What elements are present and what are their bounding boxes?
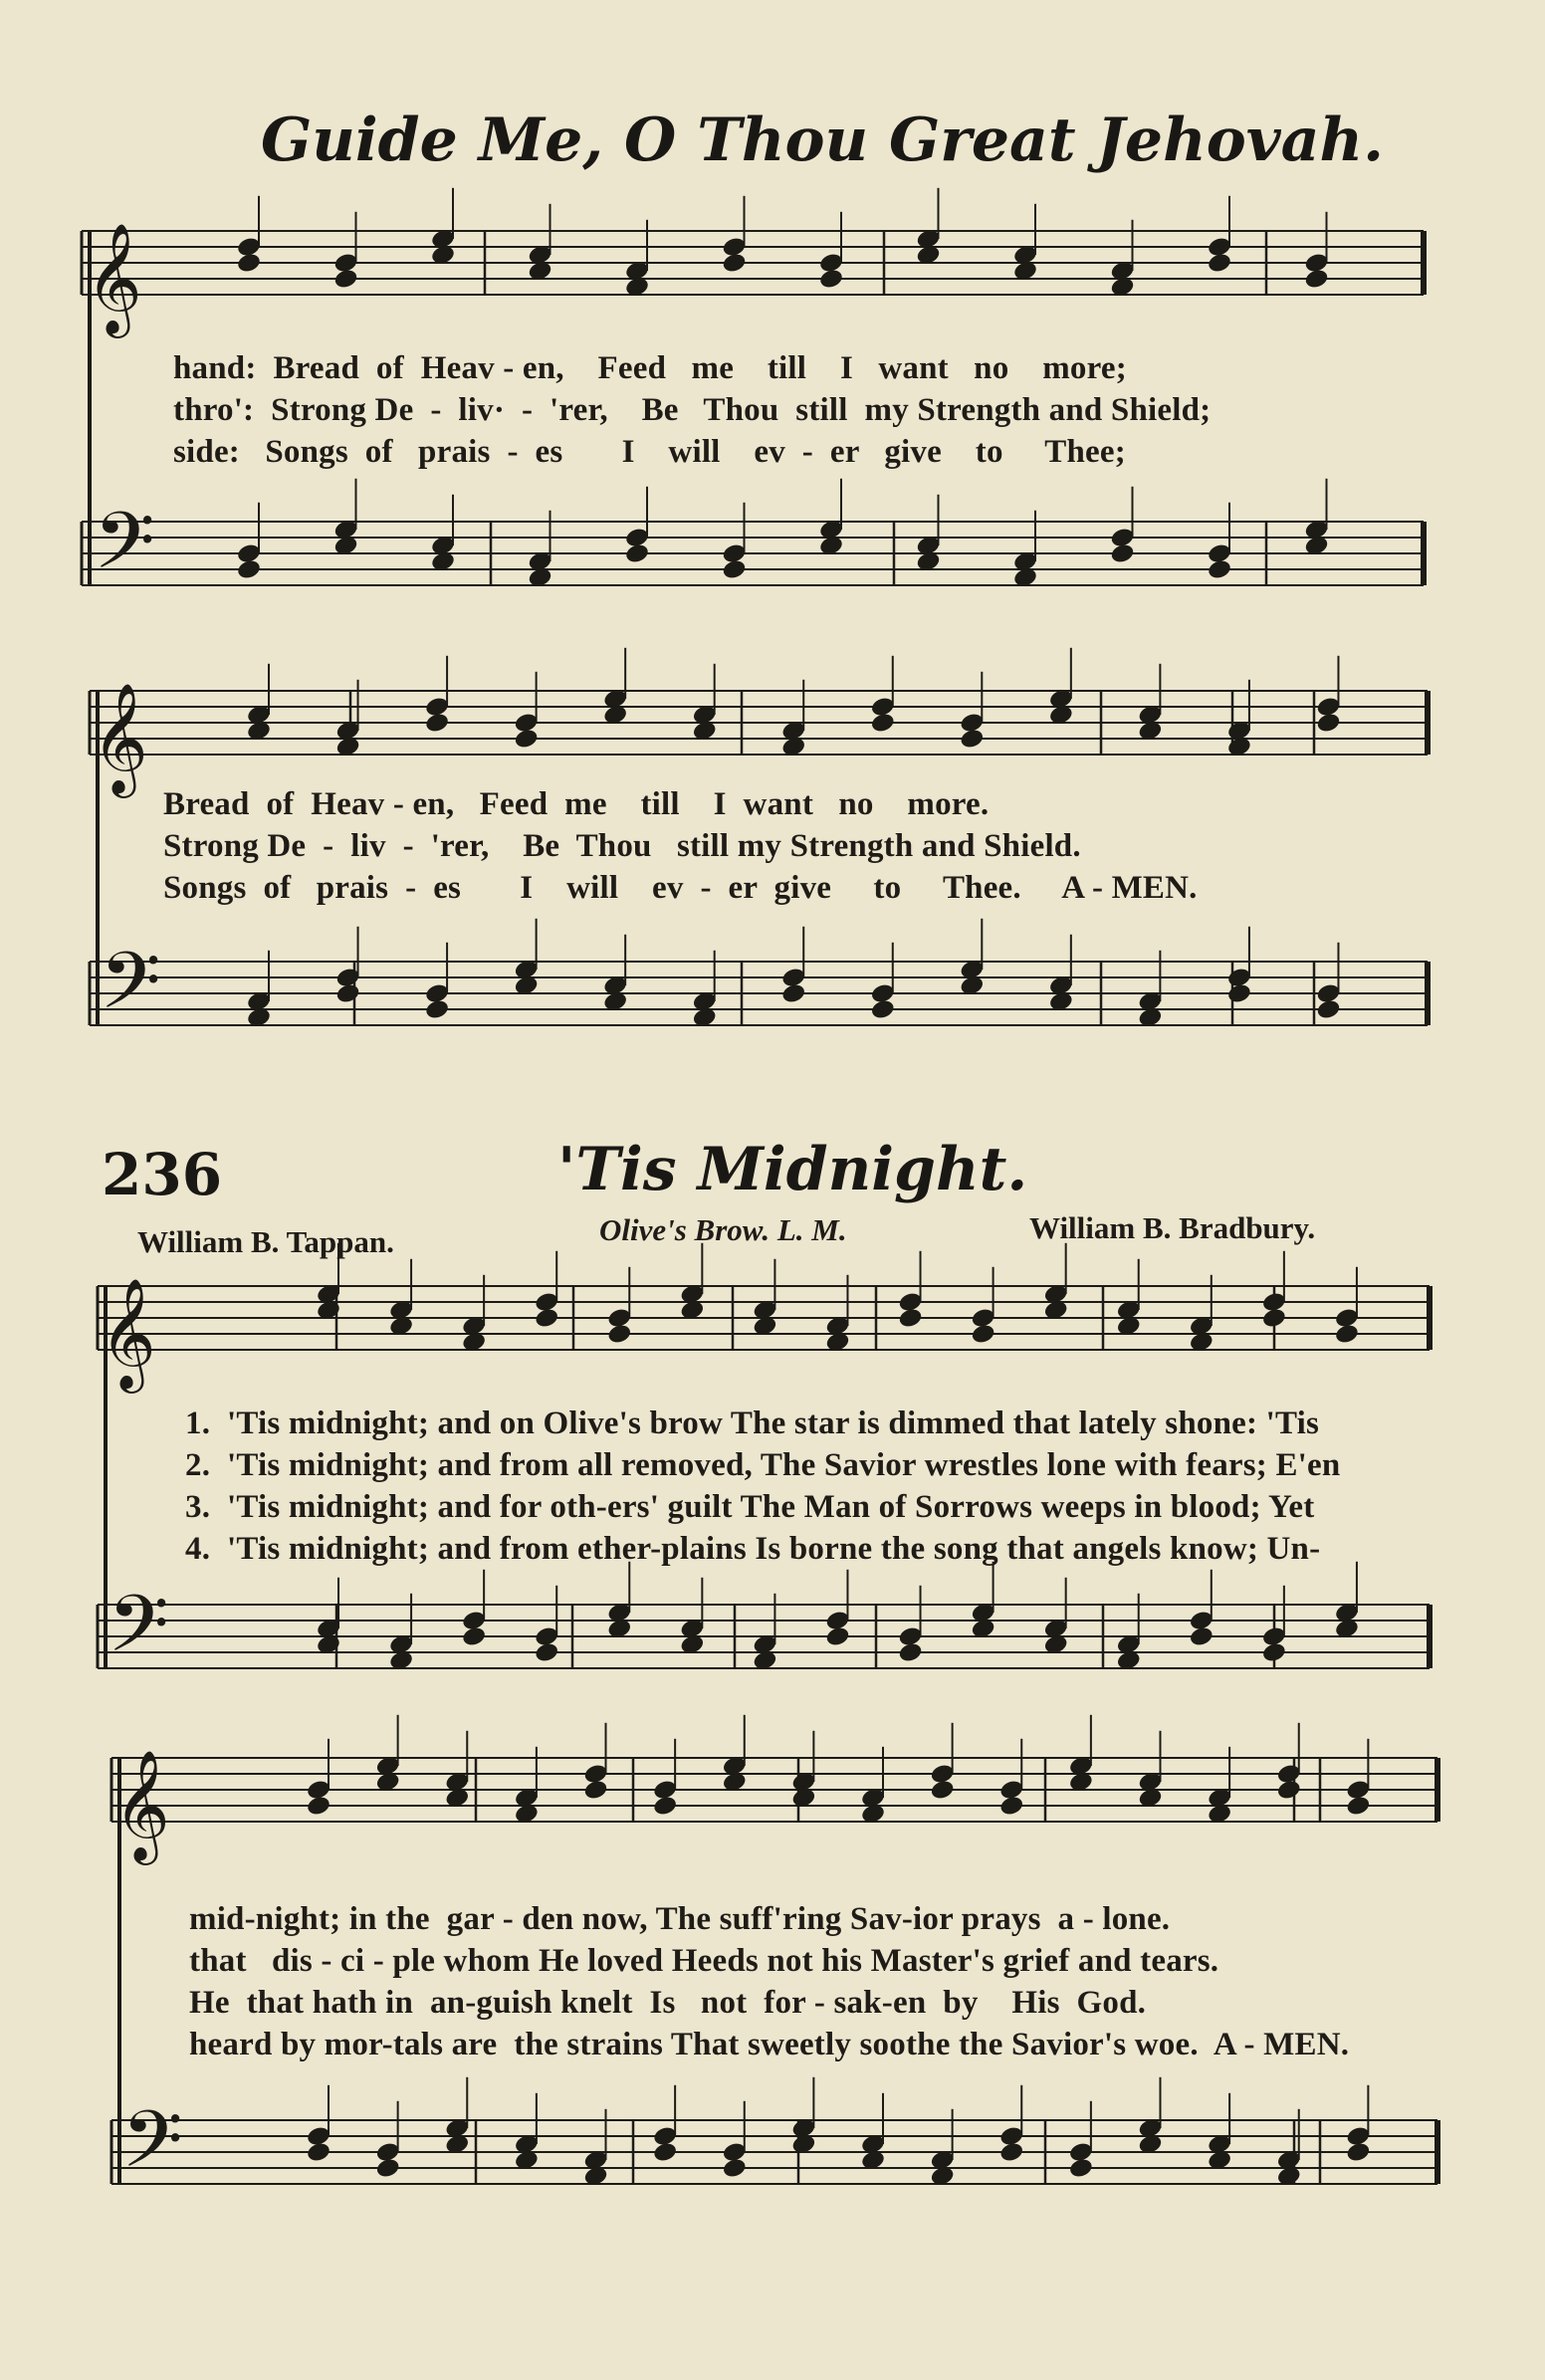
composer-credit: William B. Bradbury. <box>1029 1210 1316 1245</box>
note-head <box>1276 1779 1302 1802</box>
note-head <box>998 1795 1024 1818</box>
lyric-verse-2: 2. 'Tis midnight; and from all removed, The Savior wrestles lone with fears; E'en <box>185 1447 1341 1483</box>
treble-clef: 𝄞 <box>86 222 142 333</box>
lyric-line: heard by mor-tals are the strains That sweetly soothe the Savior's woe. A - MEN. <box>189 2027 1350 2062</box>
note-head <box>1345 1795 1371 1818</box>
lyric-line: mid-night; in the gar - den now, The suff'ring Sav-ior prays a - lone. <box>189 1901 1171 1937</box>
note-head <box>1189 1625 1214 1648</box>
note-head <box>514 728 540 751</box>
note-head <box>1315 998 1341 1021</box>
note-head <box>721 558 747 581</box>
lyric-verse-3: 3. 'Tis midnight; and for oth-ers' guilt The Man of Sorrows weeps in blood; Yet <box>185 1489 1315 1525</box>
note-head <box>1303 268 1329 291</box>
note-head <box>424 712 450 735</box>
note-head <box>534 1307 559 1330</box>
note-head <box>1261 1307 1287 1330</box>
note-head <box>870 712 896 735</box>
note-head <box>1207 558 1232 581</box>
bass-clef: 𝄢 <box>121 2093 183 2205</box>
note-head <box>824 1625 850 1648</box>
tune-name: Olive's Brow. L. M. <box>599 1212 847 1247</box>
note-head <box>818 268 844 291</box>
hymn-title-top: Guide Me, O Thou Great Jehovah. <box>261 106 1384 175</box>
note-head <box>1226 982 1252 1005</box>
note-head <box>306 1795 331 1818</box>
note-head <box>998 2141 1024 2164</box>
note-head <box>1315 712 1341 735</box>
bass-clef: 𝄢 <box>100 935 161 1046</box>
lyric-verse-4: 4. 'Tis midnight; and from ether-plains Is borne the song that angels know; Un- <box>185 1531 1321 1567</box>
note-head <box>236 252 262 275</box>
note-head <box>375 2157 401 2180</box>
note-head <box>1109 542 1135 565</box>
note-head <box>534 1641 559 1664</box>
note-head <box>930 1779 956 1802</box>
treble-clef: 𝄞 <box>92 682 148 793</box>
note-head <box>652 1795 678 1818</box>
lyric-line: hand: Bread of Heav - en, Feed me till I want no more; <box>173 350 1127 386</box>
note-head <box>959 728 985 751</box>
note-head <box>652 2141 678 2164</box>
treble-clef: 𝄞 <box>113 1749 170 1860</box>
note-head <box>721 252 747 275</box>
hymn-title-bottom: 'Tis Midnight. <box>557 1135 1028 1204</box>
note-head <box>870 998 896 1021</box>
note-head <box>1207 252 1232 275</box>
note-head <box>582 1779 608 1802</box>
note-head <box>722 2157 748 2180</box>
hymn-number: 236 <box>102 1141 223 1208</box>
note-head <box>971 1323 996 1346</box>
lyric-line: thro': Strong De - liv· - 'rer, Be Thou still my Strength and Shield; <box>173 392 1212 428</box>
note-head <box>1261 1641 1287 1664</box>
note-head <box>897 1641 923 1664</box>
lyric-verse-1: 1. 'Tis midnight; and on Olive's brow The star is dimmed that lately shone: 'Tis <box>185 1406 1320 1441</box>
note-head <box>1068 2157 1094 2180</box>
note-head <box>1345 2141 1371 2164</box>
lyric-line: Songs of prais - es I will ev - er give to Thee. A - MEN. <box>163 870 1198 906</box>
treble-clef: 𝄞 <box>100 1277 156 1389</box>
note-head <box>624 542 650 565</box>
lyric-line: Bread of Heav - en, Feed me till I want no more. <box>163 786 990 822</box>
note-head <box>780 982 806 1005</box>
note-head <box>306 2141 331 2164</box>
note-head <box>897 1307 923 1330</box>
lyric-line: He that hath in an-guish knelt Is not for - sak-en by His God. <box>189 1985 1147 2021</box>
note-head <box>334 982 360 1005</box>
lyric-line: side: Songs of prais - es I will ev - er give to Thee; <box>173 434 1126 470</box>
note-head <box>236 558 262 581</box>
lyric-line: Strong De - liv - 'rer, Be Thou still my Strength and Shield. <box>163 828 1081 864</box>
note-head <box>424 998 450 1021</box>
author-credit: William B. Tappan. <box>137 1224 394 1259</box>
note-head <box>1334 1323 1360 1346</box>
note-head <box>461 1625 487 1648</box>
lyric-line: that dis - ci - ple whom He loved Heeds not his Master's grief and tears. <box>189 1943 1219 1979</box>
note-head <box>332 268 358 291</box>
bass-clef: 𝄢 <box>94 495 155 606</box>
note-head <box>606 1323 632 1346</box>
bass-clef: 𝄢 <box>108 1578 169 1689</box>
